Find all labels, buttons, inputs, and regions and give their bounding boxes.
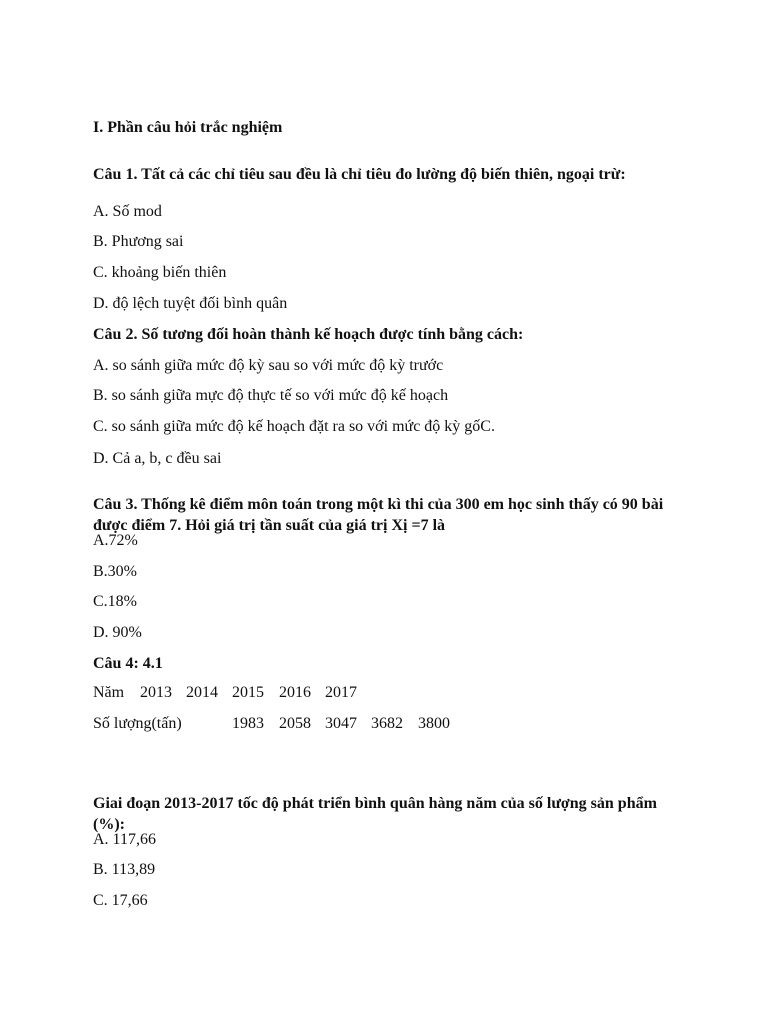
- value-cell: 3047: [325, 715, 357, 732]
- row-label-year: Năm: [93, 684, 125, 701]
- question-1-option-c: C. khoảng biến thiên: [93, 264, 227, 281]
- section-title: I. Phần câu hỏi trắc nghiệm: [93, 119, 283, 136]
- question-1-option-b: B. Phương sai: [93, 233, 184, 250]
- question-2-title: Câu 2. Số tương đối hoàn thành kế hoạch được tính bằng cách:: [93, 326, 524, 343]
- question-2-option-a: A. so sánh giữa mức độ kỳ sau so với mức độ kỳ trước: [93, 357, 444, 374]
- question-4-option-b: B. 113,89: [93, 861, 156, 878]
- data-table-row-years: [93, 684, 683, 705]
- question-3-option-c: C.18%: [93, 593, 137, 610]
- question-2-option-c: C. so sánh giữa mức độ kế hoạch đặt ra so với mức độ kỳ gốC.: [93, 418, 495, 435]
- data-table-row-values: [93, 715, 683, 736]
- year-cell: 2013: [140, 684, 172, 701]
- question-4-subtitle: Giai đoạn 2013-2017 tốc độ phát triển bình quân hàng năm của số lượng sản phẩm (%):: [93, 795, 657, 833]
- question-3-option-d: D. 90%: [93, 624, 142, 641]
- row-label-quantity: Số lượng(tấn): [93, 715, 182, 732]
- question-3-title: Câu 3. Thống kê điểm môn toán trong một kì thi của 300 em học sinh thấy có 90 bài được điểm 7. Hỏi giá trị tần suất của giá trị Xị =7 là: [93, 496, 664, 534]
- question-3-option-b: B.30%: [93, 563, 137, 580]
- question-4-option-c: C. 17,66: [93, 892, 148, 909]
- question-1-option-a: A. Số mod: [93, 203, 162, 220]
- question-3-option-a: A.72%: [93, 532, 138, 549]
- value-cell: 1983: [232, 715, 264, 732]
- question-2-option-d: D. Cả a, b, c đều sai: [93, 450, 222, 467]
- value-cell: 2058: [279, 715, 311, 732]
- year-cell: 2015: [232, 684, 264, 701]
- value-cell: 3682: [371, 715, 403, 732]
- question-1-title: Câu 1. Tất cả các chỉ tiêu sau đều là chỉ tiêu đo lường độ biến thiên, ngoại trừ:: [93, 166, 626, 183]
- question-1-option-d: D. độ lệch tuyệt đối bình quân: [93, 295, 288, 312]
- year-cell: 2014: [186, 684, 218, 701]
- year-cell: 2017: [325, 684, 357, 701]
- year-cell: 2016: [279, 684, 311, 701]
- question-4-option-a: A. 117,66: [93, 831, 156, 848]
- question-4-title: Câu 4: 4.1: [93, 655, 163, 672]
- value-cell: 3800: [418, 715, 450, 732]
- question-2-option-b: B. so sánh giữa mực độ thực tế so với mức độ kế hoạch: [93, 387, 449, 404]
